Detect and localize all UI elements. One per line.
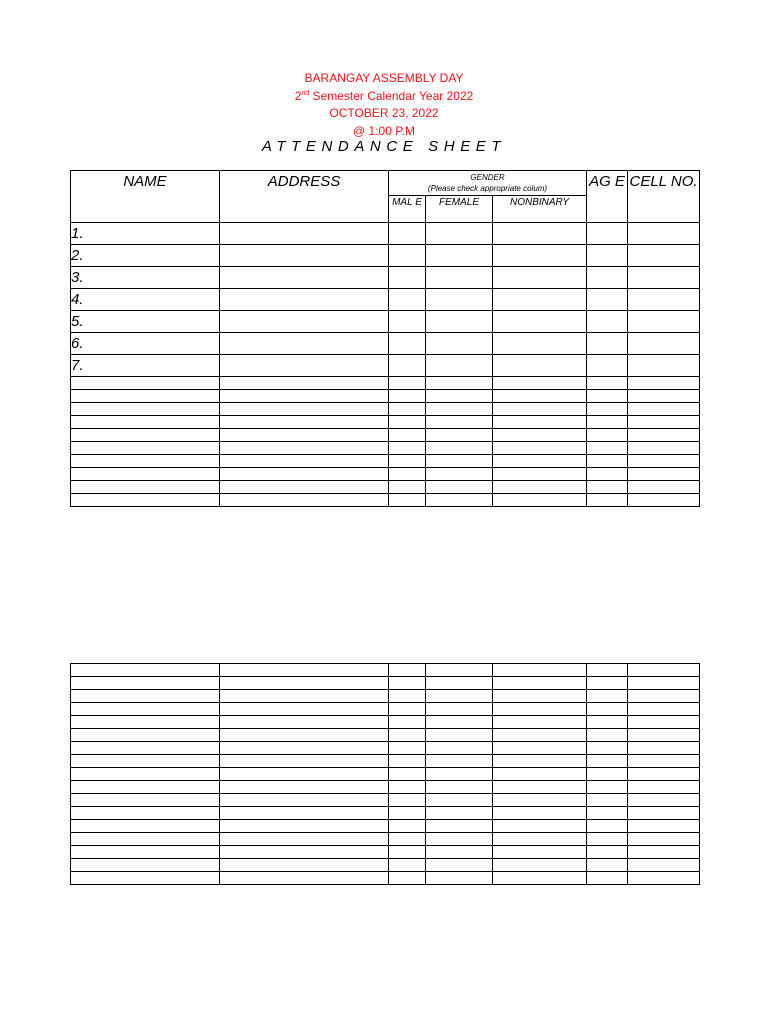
table-row xyxy=(71,794,700,807)
name-cell[interactable] xyxy=(71,690,220,703)
cell-no-cell[interactable] xyxy=(628,442,700,455)
female-cell[interactable] xyxy=(426,755,493,768)
table-row xyxy=(71,289,700,311)
nonbinary-cell[interactable] xyxy=(493,781,587,794)
age-cell[interactable] xyxy=(587,859,628,872)
age-cell[interactable] xyxy=(587,267,628,289)
age-cell[interactable] xyxy=(587,846,628,859)
female-cell[interactable] xyxy=(426,403,493,416)
table-row xyxy=(71,781,700,794)
cell-no-cell[interactable] xyxy=(628,677,700,690)
age-cell[interactable] xyxy=(587,716,628,729)
address-cell[interactable] xyxy=(220,703,389,716)
table-row xyxy=(71,833,700,846)
name-cell[interactable] xyxy=(71,703,220,716)
female-cell[interactable] xyxy=(426,703,493,716)
cell-no-cell[interactable] xyxy=(628,403,700,416)
male-cell[interactable] xyxy=(389,355,426,377)
table-row xyxy=(71,716,700,729)
cell-no-cell[interactable] xyxy=(628,267,700,289)
male-cell[interactable] xyxy=(389,311,426,333)
cell-header: CELL NO. xyxy=(628,171,700,223)
female-cell[interactable] xyxy=(426,807,493,820)
age-cell[interactable] xyxy=(587,390,628,403)
nonbinary-cell[interactable] xyxy=(493,355,587,377)
name-cell[interactable]: 5. xyxy=(71,311,220,333)
name-cell[interactable] xyxy=(71,664,220,677)
name-cell[interactable]: 7. xyxy=(71,355,220,377)
cell-no-cell[interactable] xyxy=(628,703,700,716)
name-cell[interactable] xyxy=(71,429,220,442)
address-cell[interactable] xyxy=(220,846,389,859)
male-cell[interactable] xyxy=(389,416,426,429)
age-cell[interactable] xyxy=(587,729,628,742)
cell-no-cell[interactable] xyxy=(628,223,700,245)
name-cell[interactable] xyxy=(71,481,220,494)
nonbinary-cell[interactable] xyxy=(493,833,587,846)
nonbinary-cell[interactable] xyxy=(493,403,587,416)
age-cell[interactable] xyxy=(587,403,628,416)
name-cell[interactable] xyxy=(71,872,220,885)
table-row xyxy=(71,820,700,833)
address-cell[interactable] xyxy=(220,677,389,690)
nonbinary-cell[interactable] xyxy=(493,807,587,820)
nonbinary-cell[interactable] xyxy=(493,742,587,755)
nonbinary-cell[interactable] xyxy=(493,755,587,768)
age-cell[interactable] xyxy=(587,494,628,507)
male-cell[interactable] xyxy=(389,481,426,494)
cell-no-cell[interactable] xyxy=(628,416,700,429)
male-cell[interactable] xyxy=(389,390,426,403)
gender-note: (Please check appropriate colum) xyxy=(427,184,548,193)
cell-no-cell[interactable] xyxy=(628,664,700,677)
nonbinary-cell[interactable] xyxy=(493,846,587,859)
male-cell[interactable] xyxy=(389,664,426,677)
male-cell[interactable] xyxy=(389,755,426,768)
nonbinary-cell[interactable] xyxy=(493,468,587,481)
female-cell[interactable] xyxy=(426,481,493,494)
cell-no-cell[interactable] xyxy=(628,390,700,403)
address-cell[interactable] xyxy=(220,742,389,755)
name-cell[interactable] xyxy=(71,768,220,781)
female-cell[interactable] xyxy=(426,768,493,781)
address-cell[interactable] xyxy=(220,820,389,833)
table-row xyxy=(71,429,700,442)
semester-line xyxy=(0,88,768,106)
table-row xyxy=(71,442,700,455)
table-row xyxy=(71,403,700,416)
cell-no-cell[interactable] xyxy=(628,833,700,846)
female-cell[interactable] xyxy=(426,833,493,846)
address-cell[interactable] xyxy=(220,223,389,245)
female-cell[interactable] xyxy=(426,872,493,885)
name-cell[interactable] xyxy=(71,833,220,846)
cell-no-cell[interactable] xyxy=(628,455,700,468)
address-cell[interactable] xyxy=(220,794,389,807)
name-cell[interactable] xyxy=(71,403,220,416)
table-row xyxy=(71,245,700,267)
address-cell[interactable] xyxy=(220,429,389,442)
male-cell[interactable] xyxy=(389,872,426,885)
cell-no-cell[interactable] xyxy=(628,468,700,481)
semester-number: 2 xyxy=(294,88,302,103)
male-cell[interactable] xyxy=(389,677,426,690)
name-cell[interactable] xyxy=(71,377,220,390)
address-cell[interactable] xyxy=(220,768,389,781)
male-cell[interactable] xyxy=(389,468,426,481)
address-cell[interactable] xyxy=(220,872,389,885)
address-cell[interactable] xyxy=(220,311,389,333)
table-row xyxy=(71,872,700,885)
address-cell[interactable] xyxy=(220,377,389,390)
age-cell[interactable] xyxy=(587,416,628,429)
address-cell[interactable] xyxy=(220,267,389,289)
table-row xyxy=(71,859,700,872)
address-cell[interactable] xyxy=(220,481,389,494)
name-cell[interactable]: 3. xyxy=(71,267,220,289)
male-cell[interactable] xyxy=(389,494,426,507)
cell-no-cell[interactable] xyxy=(628,494,700,507)
male-cell[interactable] xyxy=(389,781,426,794)
address-cell[interactable] xyxy=(220,355,389,377)
nonbinary-cell[interactable] xyxy=(493,267,587,289)
cell-no-cell[interactable] xyxy=(628,794,700,807)
male-cell[interactable] xyxy=(389,807,426,820)
table-row xyxy=(71,355,700,377)
cell-no-cell[interactable] xyxy=(628,859,700,872)
male-cell[interactable] xyxy=(389,820,426,833)
male-cell[interactable] xyxy=(389,833,426,846)
age-cell[interactable] xyxy=(587,481,628,494)
name-cell[interactable] xyxy=(71,846,220,859)
table-row xyxy=(71,481,700,494)
female-cell[interactable] xyxy=(426,820,493,833)
female-cell[interactable] xyxy=(426,289,493,311)
cell-no-cell[interactable] xyxy=(628,872,700,885)
female-cell[interactable] xyxy=(426,677,493,690)
name-cell[interactable] xyxy=(71,820,220,833)
age-cell[interactable] xyxy=(587,377,628,390)
table-row xyxy=(71,768,700,781)
female-cell[interactable] xyxy=(426,664,493,677)
age-cell[interactable] xyxy=(587,690,628,703)
address-cell[interactable] xyxy=(220,755,389,768)
address-cell[interactable] xyxy=(220,833,389,846)
nonbinary-cell[interactable] xyxy=(493,289,587,311)
address-cell[interactable] xyxy=(220,333,389,355)
female-cell[interactable] xyxy=(426,742,493,755)
male-cell[interactable] xyxy=(389,245,426,267)
male-cell[interactable] xyxy=(389,289,426,311)
nonbinary-cell[interactable] xyxy=(493,333,587,355)
table-row xyxy=(71,664,700,677)
address-cell[interactable] xyxy=(220,442,389,455)
nonbinary-cell[interactable] xyxy=(493,377,587,390)
nonbinary-cell[interactable] xyxy=(493,729,587,742)
nonbinary-cell[interactable] xyxy=(493,455,587,468)
age-cell[interactable] xyxy=(587,333,628,355)
male-cell[interactable] xyxy=(389,729,426,742)
attendance-table xyxy=(70,170,700,507)
nonbinary-cell[interactable] xyxy=(493,429,587,442)
female-cell[interactable] xyxy=(426,429,493,442)
male-cell[interactable] xyxy=(389,742,426,755)
female-cell[interactable] xyxy=(426,716,493,729)
age-cell[interactable] xyxy=(587,245,628,267)
address-cell[interactable] xyxy=(220,664,389,677)
cell-no-cell[interactable] xyxy=(628,742,700,755)
address-cell[interactable] xyxy=(220,716,389,729)
cell-no-cell[interactable] xyxy=(628,781,700,794)
cell-no-cell[interactable] xyxy=(628,377,700,390)
nonbinary-cell[interactable] xyxy=(493,703,587,716)
gender-header xyxy=(389,171,587,196)
age-cell[interactable] xyxy=(587,311,628,333)
female-cell[interactable] xyxy=(426,468,493,481)
name-cell[interactable] xyxy=(71,742,220,755)
male-cell[interactable] xyxy=(389,716,426,729)
sheet-title: ATTENDANCE SHEET xyxy=(261,138,507,155)
age-cell[interactable] xyxy=(587,703,628,716)
name-cell[interactable] xyxy=(71,677,220,690)
name-cell[interactable] xyxy=(71,729,220,742)
nonbinary-cell[interactable] xyxy=(493,872,587,885)
cell-no-cell[interactable] xyxy=(628,333,700,355)
male-cell[interactable] xyxy=(389,703,426,716)
event-header xyxy=(0,70,768,140)
attendance-table-continued xyxy=(70,663,700,885)
male-cell[interactable] xyxy=(389,768,426,781)
age-cell[interactable] xyxy=(587,833,628,846)
nonbinary-cell[interactable] xyxy=(493,664,587,677)
cell-no-cell[interactable] xyxy=(628,355,700,377)
age-cell[interactable] xyxy=(587,768,628,781)
female-cell[interactable] xyxy=(426,794,493,807)
address-cell[interactable] xyxy=(220,729,389,742)
nonbinary-cell[interactable] xyxy=(493,390,587,403)
nonbinary-cell[interactable] xyxy=(493,311,587,333)
nonbinary-cell[interactable] xyxy=(493,481,587,494)
female-cell[interactable] xyxy=(426,455,493,468)
age-cell[interactable] xyxy=(587,755,628,768)
table-row xyxy=(71,468,700,481)
age-cell[interactable] xyxy=(587,677,628,690)
cell-no-cell[interactable] xyxy=(628,755,700,768)
table-row xyxy=(71,677,700,690)
nonbinary-header: NONBINARY xyxy=(493,196,587,223)
address-cell[interactable] xyxy=(220,690,389,703)
address-cell[interactable] xyxy=(220,245,389,267)
name-cell[interactable] xyxy=(71,859,220,872)
name-cell[interactable] xyxy=(71,442,220,455)
female-cell[interactable] xyxy=(426,729,493,742)
cell-no-cell[interactable] xyxy=(628,807,700,820)
name-cell[interactable] xyxy=(71,794,220,807)
table-row xyxy=(71,390,700,403)
male-cell[interactable] xyxy=(389,455,426,468)
name-cell[interactable] xyxy=(71,716,220,729)
nonbinary-cell[interactable] xyxy=(493,794,587,807)
address-cell[interactable] xyxy=(220,807,389,820)
cell-no-cell[interactable] xyxy=(628,289,700,311)
age-cell[interactable] xyxy=(587,742,628,755)
age-header: AG E xyxy=(587,171,628,223)
name-cell[interactable] xyxy=(71,455,220,468)
nonbinary-cell[interactable] xyxy=(493,223,587,245)
age-cell[interactable] xyxy=(587,781,628,794)
age-cell[interactable] xyxy=(587,468,628,481)
table-row xyxy=(71,755,700,768)
table-row xyxy=(71,494,700,507)
male-cell[interactable] xyxy=(389,442,426,455)
address-cell[interactable] xyxy=(220,289,389,311)
table-row xyxy=(71,729,700,742)
nonbinary-cell[interactable] xyxy=(493,820,587,833)
table-row xyxy=(71,223,700,245)
age-cell[interactable] xyxy=(587,664,628,677)
age-cell[interactable] xyxy=(587,794,628,807)
cell-no-cell[interactable] xyxy=(628,245,700,267)
female-cell[interactable] xyxy=(426,311,493,333)
event-date: OCTOBER 23, 2022 xyxy=(329,106,439,120)
age-cell[interactable] xyxy=(587,807,628,820)
nonbinary-cell[interactable] xyxy=(493,859,587,872)
age-cell[interactable] xyxy=(587,289,628,311)
address-cell[interactable] xyxy=(220,455,389,468)
female-cell[interactable] xyxy=(426,223,493,245)
male-cell[interactable] xyxy=(389,846,426,859)
name-cell[interactable] xyxy=(71,416,220,429)
nonbinary-cell[interactable] xyxy=(493,768,587,781)
address-cell[interactable] xyxy=(220,416,389,429)
female-cell[interactable] xyxy=(426,442,493,455)
nonbinary-cell[interactable] xyxy=(493,677,587,690)
name-cell[interactable] xyxy=(71,468,220,481)
age-cell[interactable] xyxy=(587,355,628,377)
gender-label: GENDER xyxy=(470,173,505,182)
cell-no-cell[interactable] xyxy=(628,716,700,729)
name-header: NAME xyxy=(71,171,220,223)
male-header: MAL E xyxy=(389,196,426,223)
address-cell[interactable] xyxy=(220,859,389,872)
name-cell[interactable]: 6. xyxy=(71,333,220,355)
cell-no-cell[interactable] xyxy=(628,820,700,833)
male-cell[interactable] xyxy=(389,794,426,807)
table-row xyxy=(71,846,700,859)
address-cell[interactable] xyxy=(220,494,389,507)
male-cell[interactable] xyxy=(389,429,426,442)
cell-no-cell[interactable] xyxy=(628,481,700,494)
name-cell[interactable] xyxy=(71,390,220,403)
table-row xyxy=(71,311,700,333)
table-row xyxy=(71,690,700,703)
name-cell[interactable] xyxy=(71,781,220,794)
nonbinary-cell[interactable] xyxy=(493,494,587,507)
female-cell[interactable] xyxy=(426,390,493,403)
table-row xyxy=(71,267,700,289)
male-cell[interactable] xyxy=(389,690,426,703)
name-cell[interactable] xyxy=(71,755,220,768)
male-cell[interactable] xyxy=(389,267,426,289)
semester-text: Semester Calendar Year 2022 xyxy=(309,88,474,103)
cell-no-cell[interactable] xyxy=(628,429,700,442)
nonbinary-cell[interactable] xyxy=(493,416,587,429)
address-header: ADDRESS xyxy=(220,171,389,223)
table-row xyxy=(71,416,700,429)
age-cell[interactable] xyxy=(587,429,628,442)
cell-no-cell[interactable] xyxy=(628,729,700,742)
age-cell[interactable] xyxy=(587,872,628,885)
female-cell[interactable] xyxy=(426,494,493,507)
female-cell[interactable] xyxy=(426,245,493,267)
age-cell[interactable] xyxy=(587,455,628,468)
male-cell[interactable] xyxy=(389,377,426,390)
female-cell[interactable] xyxy=(426,690,493,703)
male-cell[interactable] xyxy=(389,223,426,245)
female-cell[interactable] xyxy=(426,355,493,377)
age-cell[interactable] xyxy=(587,223,628,245)
table-row xyxy=(71,377,700,390)
nonbinary-cell[interactable] xyxy=(493,716,587,729)
female-cell[interactable] xyxy=(426,333,493,355)
table-row xyxy=(71,703,700,716)
female-cell[interactable] xyxy=(426,416,493,429)
address-cell[interactable] xyxy=(220,390,389,403)
cell-no-cell[interactable] xyxy=(628,768,700,781)
table-row xyxy=(71,807,700,820)
male-cell[interactable] xyxy=(389,859,426,872)
address-cell[interactable] xyxy=(220,403,389,416)
age-cell[interactable] xyxy=(587,442,628,455)
female-cell[interactable] xyxy=(426,859,493,872)
address-cell[interactable] xyxy=(220,468,389,481)
name-cell[interactable]: 1. xyxy=(71,223,220,245)
semester-suffix: nd xyxy=(301,89,310,97)
female-cell[interactable] xyxy=(426,377,493,390)
male-cell[interactable] xyxy=(389,403,426,416)
female-cell[interactable] xyxy=(426,846,493,859)
name-cell[interactable] xyxy=(71,494,220,507)
male-cell[interactable] xyxy=(389,333,426,355)
event-time: @ 1:00 P.M xyxy=(353,123,415,138)
name-cell[interactable]: 2. xyxy=(71,245,220,267)
table-row xyxy=(71,455,700,468)
address-cell[interactable] xyxy=(220,781,389,794)
name-cell[interactable] xyxy=(71,807,220,820)
cell-no-cell[interactable] xyxy=(628,846,700,859)
female-cell[interactable] xyxy=(426,781,493,794)
cell-no-cell[interactable] xyxy=(628,690,700,703)
event-title: BARANGAY ASSEMBLY DAY xyxy=(304,71,464,85)
table-row xyxy=(71,333,700,355)
female-header: FEMALE xyxy=(426,196,493,223)
age-cell[interactable] xyxy=(587,820,628,833)
name-cell[interactable]: 4. xyxy=(71,289,220,311)
female-cell[interactable] xyxy=(426,267,493,289)
table-row xyxy=(71,742,700,755)
nonbinary-cell[interactable] xyxy=(493,245,587,267)
cell-no-cell[interactable] xyxy=(628,311,700,333)
nonbinary-cell[interactable] xyxy=(493,690,587,703)
nonbinary-cell[interactable] xyxy=(493,442,587,455)
